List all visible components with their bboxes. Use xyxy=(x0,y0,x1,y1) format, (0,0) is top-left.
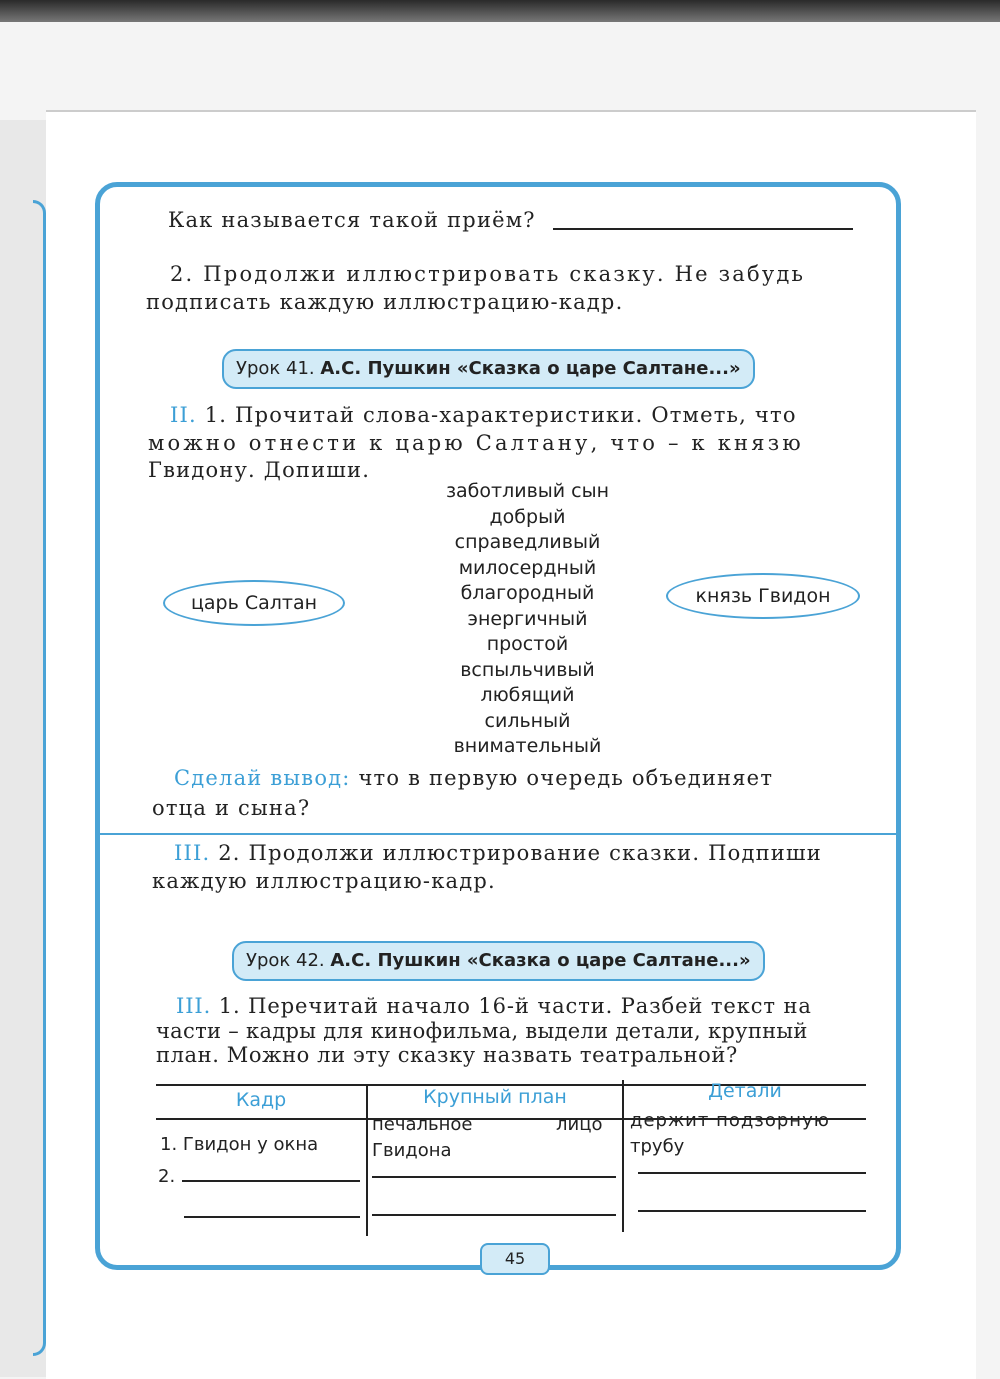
lesson-title: А.С. Пушкин «Сказка о царе Салтане...» xyxy=(330,950,751,971)
answer-line[interactable] xyxy=(553,228,853,230)
characteristic-word[interactable]: внимательный xyxy=(453,735,602,757)
header-details: Детали xyxy=(708,1080,782,1102)
conclusion-line2: отца и сына? xyxy=(152,796,311,820)
characteristic-word[interactable]: энергичный xyxy=(467,607,588,630)
ex2-line3: Гвидону. Допиши. xyxy=(148,458,371,482)
characteristic-word[interactable]: заботливый сын xyxy=(445,480,610,502)
row1-frame: 1. Гвидон у окна xyxy=(160,1134,319,1155)
conclusion-label: Сделай вывод: xyxy=(174,766,351,790)
ex3-1-line1 xyxy=(176,994,812,1018)
ex3-2-line1 xyxy=(174,841,822,865)
scan-edge xyxy=(0,0,1000,22)
answer-line[interactable] xyxy=(184,1216,360,1218)
header-closeup: Крупный план xyxy=(423,1086,567,1108)
conclusion-text: что в первую очередь объединяет xyxy=(350,766,774,790)
answer-line[interactable] xyxy=(372,1214,616,1216)
conclusion-line1 xyxy=(174,766,773,790)
left-page-edge xyxy=(0,120,48,1377)
ex3-2-text: 2. Продолжи иллюстрирование сказки. Подпиши xyxy=(210,841,822,865)
row1-closeup-b: лицо xyxy=(556,1114,603,1135)
ex2-line2: можно отнести к царю Салтану, что – к князю xyxy=(148,431,804,455)
header-frame: Кадр xyxy=(235,1089,287,1111)
characteristic-word[interactable]: добрый xyxy=(489,505,566,528)
row1-details-a: держит подзорную xyxy=(630,1110,830,1131)
row1-closeup-a: печальное xyxy=(372,1114,473,1135)
page-number: 45 xyxy=(480,1243,550,1275)
row2-number: 2. xyxy=(158,1166,176,1187)
lesson-number: Урок 42. xyxy=(246,950,325,971)
lesson-number: Урок 41. xyxy=(236,358,315,379)
characteristic-word[interactable]: любящий xyxy=(480,684,575,706)
row1-details-b: трубу xyxy=(630,1136,685,1157)
answer-line[interactable] xyxy=(372,1176,616,1178)
characteristic-word[interactable]: милосердный xyxy=(458,556,597,579)
row1-closeup-c: Гвидона xyxy=(372,1140,452,1161)
ex2-text: 1. Прочитай слова-характеристики. Отметь, что xyxy=(196,403,797,427)
oval-tsar-saltan: царь Салтан xyxy=(163,580,345,626)
section-marker: III. xyxy=(174,841,211,865)
ex3-1-line3: план. Можно ли эту сказку назвать театральной? xyxy=(156,1043,738,1067)
characteristic-word[interactable]: сильный xyxy=(484,709,571,732)
ex3-1-text: 1. Перечитай начало 16-й части. Разбей текст на xyxy=(211,994,812,1018)
characteristic-word[interactable]: справедливый xyxy=(454,531,601,553)
question-top: Как называется такой приём? xyxy=(168,208,536,232)
task2-line2: подписать каждую иллюстрацию-кадр. xyxy=(146,290,624,314)
ex3-2-line2: каждую иллюстрацию-кадр. xyxy=(152,869,496,893)
characteristic-word[interactable]: благородный xyxy=(460,582,595,604)
ex3-1-line2: части – кадры для кинофильма, выдели детали, крупный xyxy=(156,1019,808,1043)
characteristic-word[interactable]: простой xyxy=(486,633,569,655)
oval-prince-gvidon: князь Гвидон xyxy=(666,573,860,619)
answer-line[interactable] xyxy=(638,1210,866,1212)
ex2-line1 xyxy=(170,403,797,427)
characteristic-word[interactable]: вспыльчивый xyxy=(460,658,595,681)
task2-line1: 2. Продолжи иллюстрировать сказку. Не забудь xyxy=(170,262,806,286)
section-marker: II. xyxy=(170,403,197,427)
lesson-title: А.С. Пушкин «Сказка о царе Салтане...» xyxy=(320,358,741,379)
answer-line[interactable] xyxy=(638,1172,866,1174)
lesson42-title xyxy=(232,941,765,981)
lesson41-title xyxy=(222,349,755,389)
section-marker: III. xyxy=(176,994,212,1018)
section-divider xyxy=(100,833,896,835)
answer-line[interactable] xyxy=(182,1180,360,1182)
